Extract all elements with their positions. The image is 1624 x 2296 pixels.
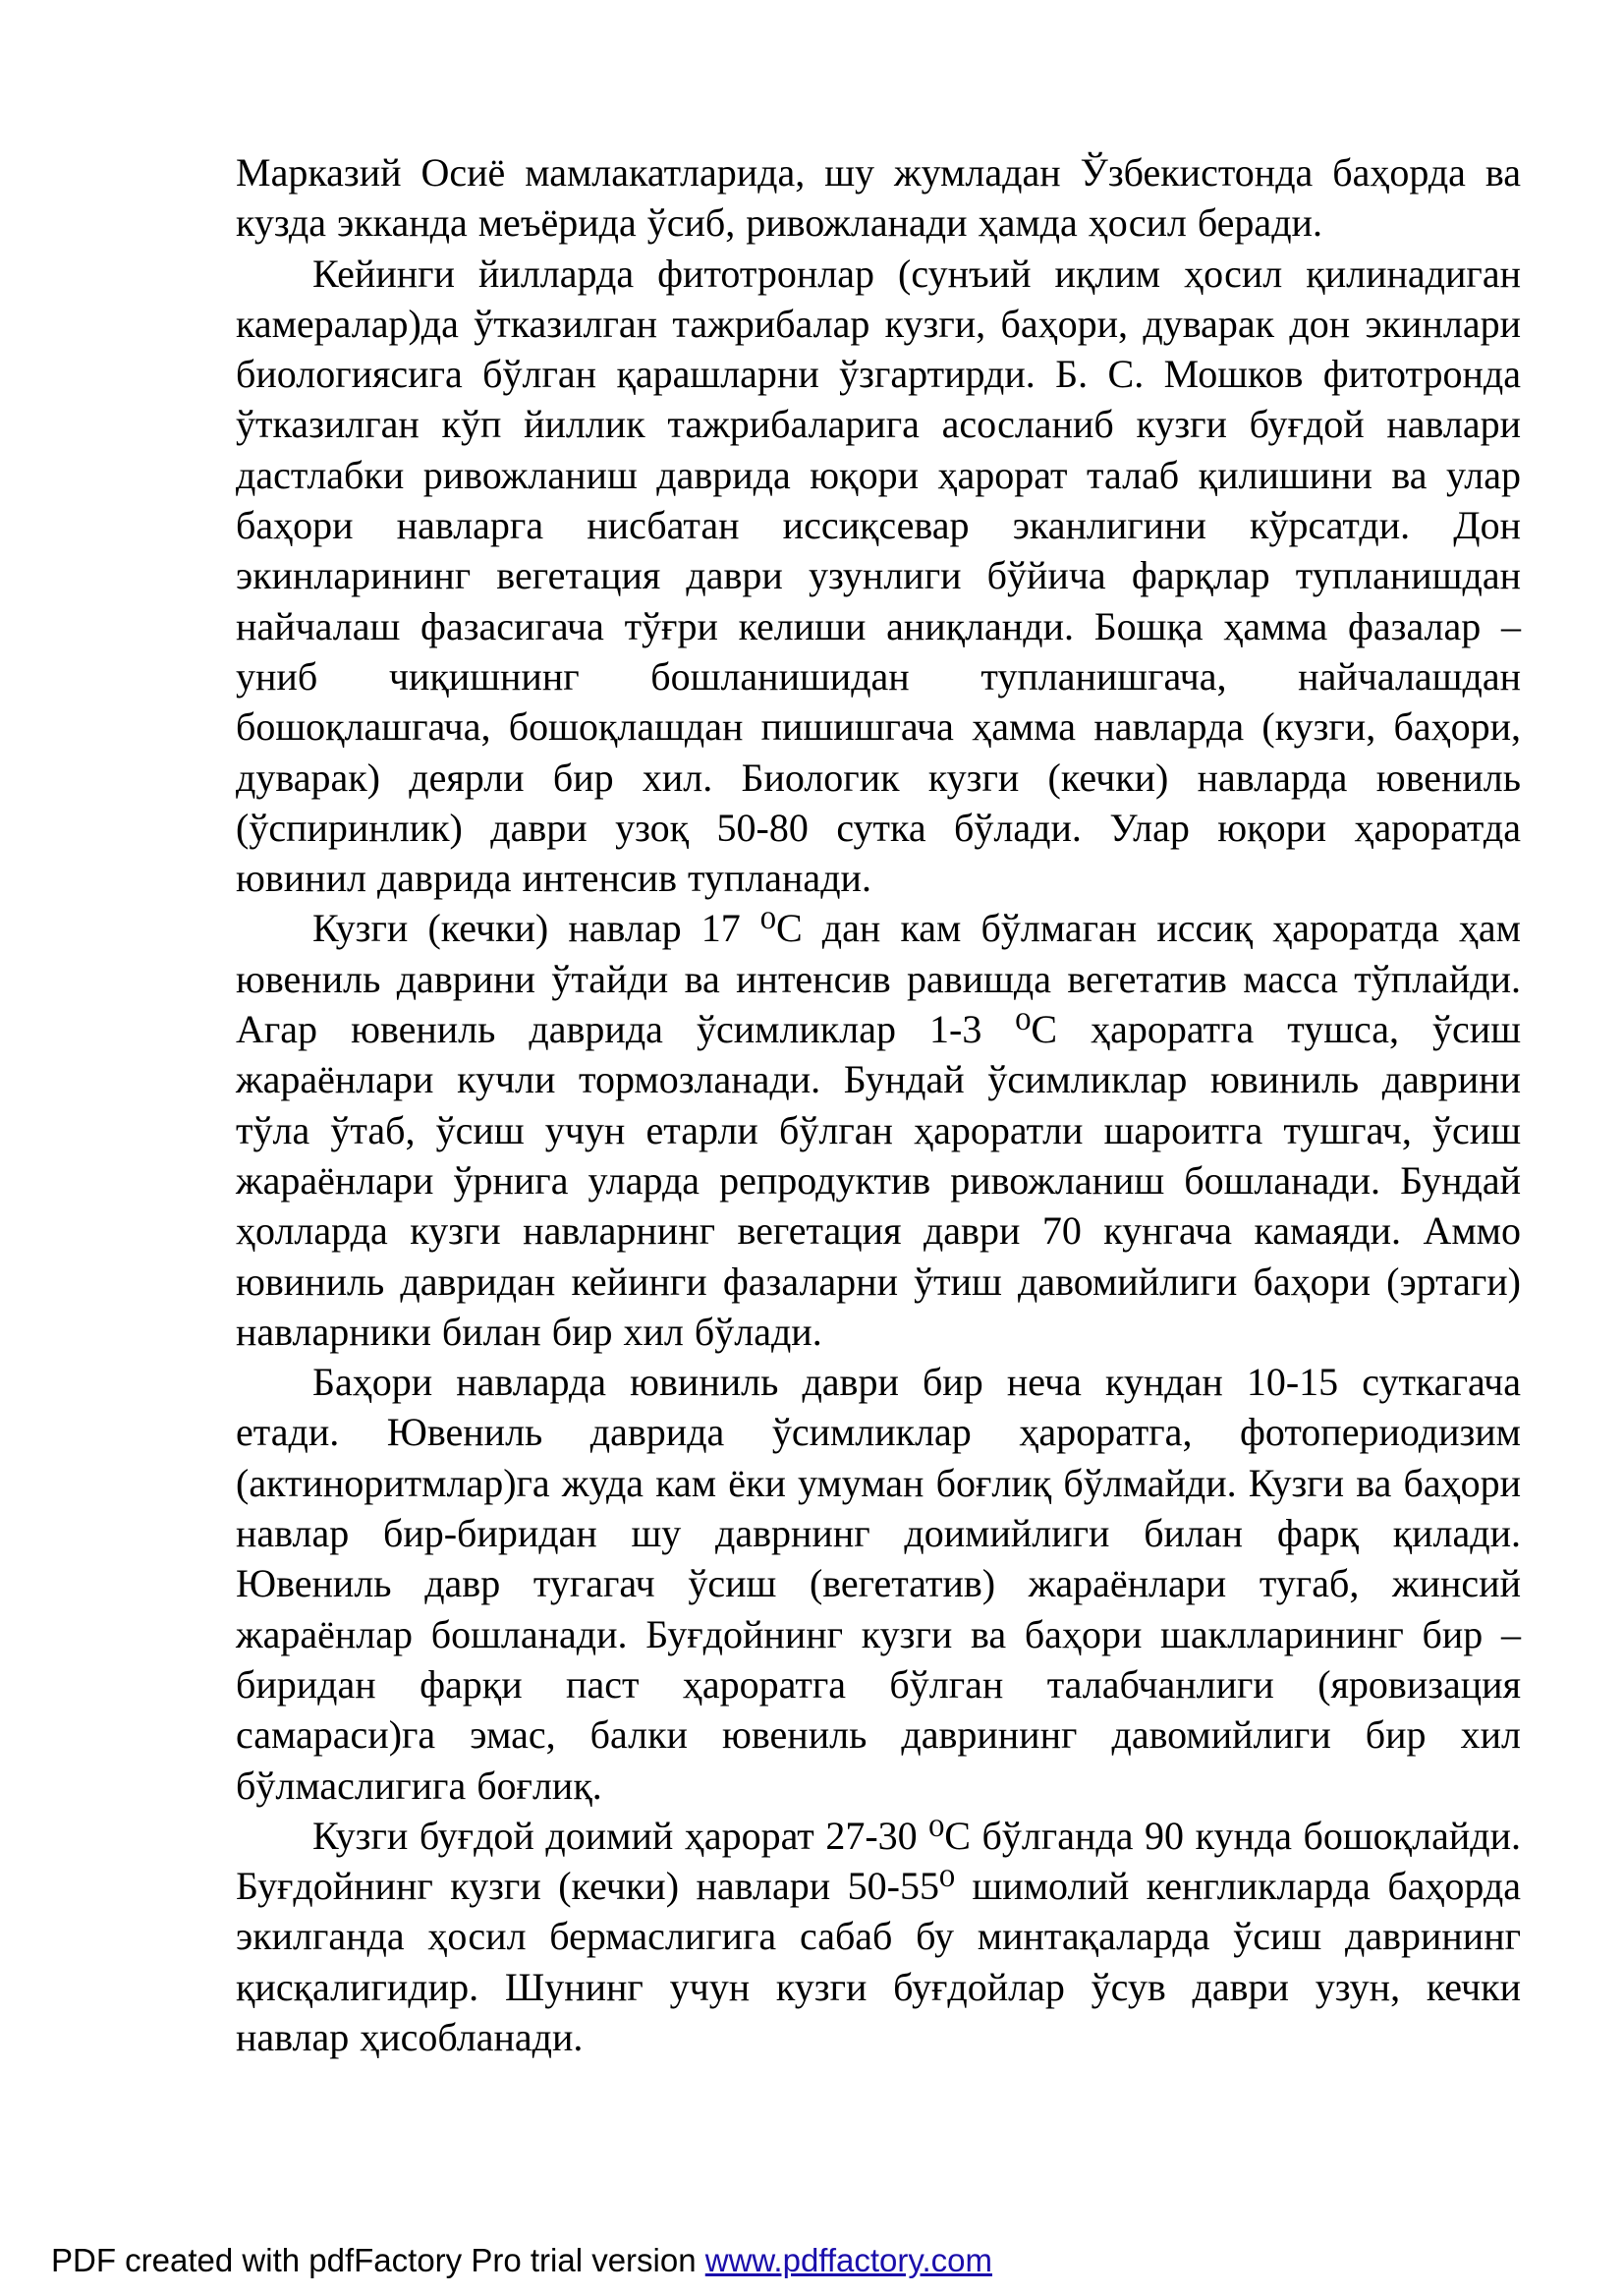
paragraph-4: Баҳори навларда ювиниль даври бир неча кундан 10-15 суткагача етади. Ювениль даврида ўсимликлар ҳароратга, фотопериодизим (актиноритмлар)га жуда кам ёки умуман боғлиқ бўлмайди. Кузги ва баҳори навлар бир-биридан шу даврнинг доимийлиги билан фарқ қилади. Ювениль давр тугагач ўсиш (вегетатив) жараёнлари тугаб, жинсий жараёнлар бошланади. Буғдойнинг кузги ва баҳори шаклларининг бир – биридан фарқи паст ҳароратга бўлган талабчанлиги (яровизация самараси)га эмас, балки ювениль даврининг давомийлиги бир хил бўлмаслигига боғлиқ. <box>236 1360 1521 1808</box>
body-text <box>236 147 1521 2062</box>
paragraph-1: Марказий Осиё мамлакатларида, шу жумладан Ўзбекистонда баҳорда ва кузда экканда меъёрида ўсиб, ривожланади ҳамда ҳосил беради. <box>236 150 1521 246</box>
footer-text: PDF created with pdfFactory Pro trial version <box>51 2242 705 2278</box>
paragraph-5: Кузги буғдой доимий ҳарорат 27-30 ⁰С бўлганда 90 кунда бошоқлайди. Буғдойнинг кузги (кечки) навлари 50-55⁰ шимолий кенгликларда баҳорда экилганда ҳосил бермаслигига сабаб бу минтақаларда ўсиш даврининг қисқалигидир. Шунинг учун кузги буғдойлар ўсув даври узун, кечки навлар ҳисобланади. <box>236 1813 1521 2059</box>
pdf-footer <box>51 2242 992 2279</box>
paragraph-3: Кузги (кечки) навлар 17 ⁰С дан кам бўлмаган иссиқ ҳароратда ҳам ювениль даврини ўтайди ва интенсив равишда вегетатив масса тўплайди. Агар ювениль даврида ўсимликлар 1-3 ⁰С ҳароратга тушса, ўсиш жараёнлари кучли тормозланади. Бундай ўсимликлар ювиниль даврини тўла ўтаб, ўсиш учун етарли бўлган ҳароратли шароитга тушгач, ўсиш жараёнлари ўрнига уларда репродуктив ривожланиш бошланади. Бундай ҳолларда кузги навларнинг вегетация даври 70 кунгача камаяди. Аммо ювиниль давридан кейинги фазаларни ўтиш давомийлиги баҳори (эртаги) навларники билан бир хил бўлади. <box>236 906 1521 1354</box>
paragraph-2: Кейинги йилларда фитотронлар (сунъий иқлим ҳосил қилинадиган камералар)да ўтказилган тажрибалар кузги, баҳори, дуварак дон экинлари биологиясига бўлган қарашларни ўзгартирди. Б. С. Мошков фитотронда ўтказилган кўп йиллик тажрибаларига асосланиб кузги буғдой навлари дастлабки ривожланиш даврида юқори ҳарорат талаб қилишини ва улар баҳори навларга нисбатан иссиқсевар эканлигини кўрсатди. Дон экинларининг вегетация даври узунлиги бўйича фарқлар тупланишдан найчалаш фазасигача тўғри келиши аниқланди. Бошқа ҳамма фазалар – униб чиқишнинг бошланишидан тупланишгача, найчалашдан бошоқлашгача, бошоқлашдан пишишгача ҳамма навларда (кузги, баҳори, дуварак) деярли бир хил. Биологик кузги (кечки) навларда ювениль (ўспиринлик) даври узоқ 50-80 сутка бўлади. Улар юқори ҳароратда ювинил даврида интенсив тупланади. <box>236 251 1521 901</box>
footer-link[interactable]: www.pdffactory.com <box>704 2242 992 2278</box>
